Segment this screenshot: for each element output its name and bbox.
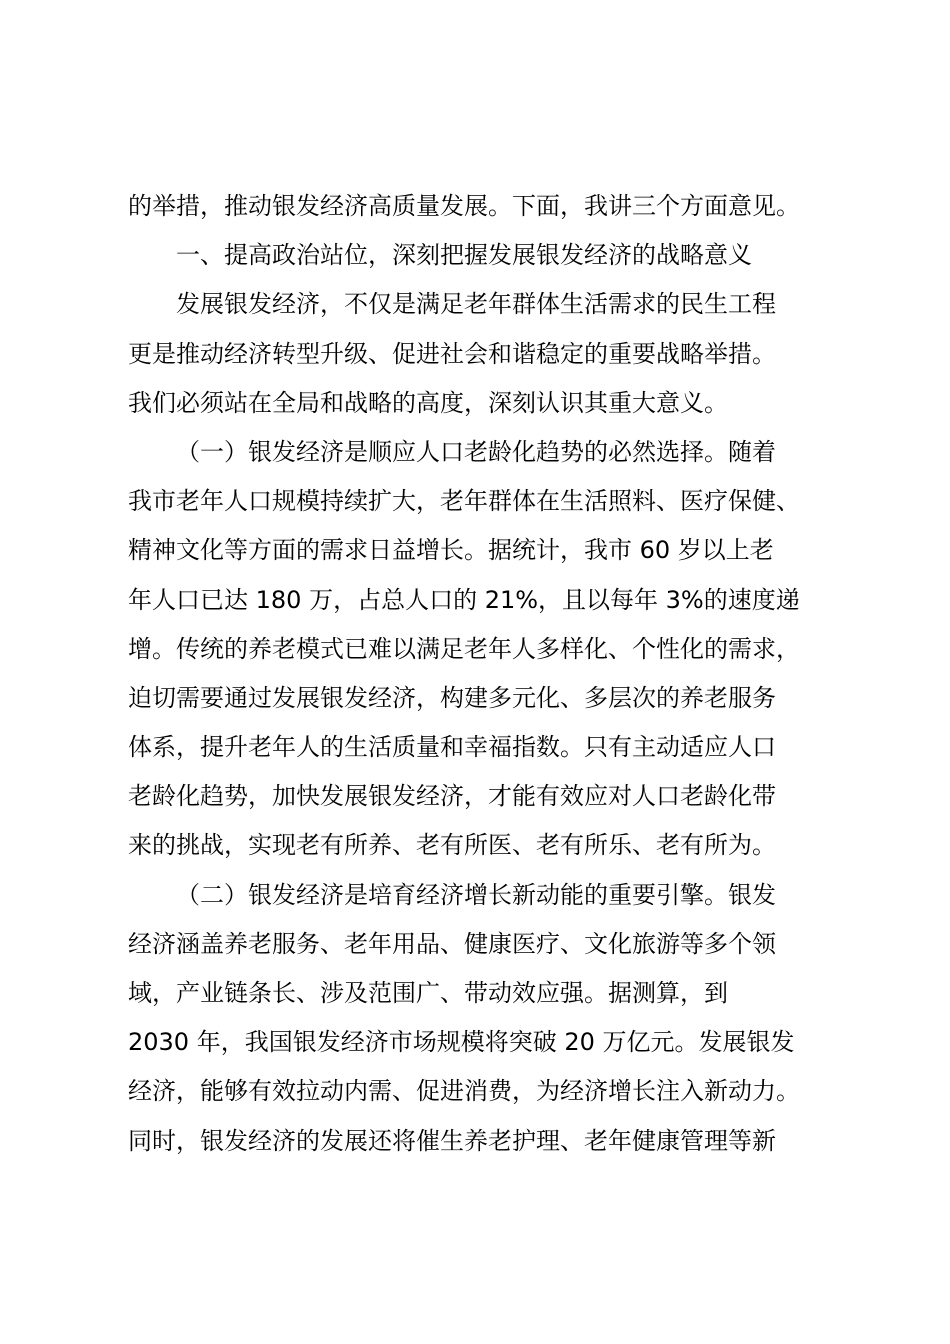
section-heading: 一、提高政治站位，深刻把握发展银发经济的战略意义 bbox=[176, 241, 752, 270]
text-line: 我们必须站在全局和战略的高度，深刻认识其重大意义。 bbox=[128, 388, 728, 417]
text-line: 迫切需要通过发展银发经济，构建多元化、多层次的养老服务 bbox=[128, 683, 776, 712]
text-line: 更是推动经济转型升级、促进社会和谐稳定的重要战略举措。 bbox=[128, 339, 776, 368]
text-line: 2030 年，我国银发经济市场规模将突破 20 万亿元。发展银发 bbox=[128, 1028, 795, 1057]
subsection-heading: （一）银发经济是顺应人口老龄化趋势的必然选择。随着 bbox=[176, 437, 776, 466]
text-line: 域，产业链条长、涉及范围广、带动效应强。据测算，到 bbox=[128, 979, 728, 1007]
text-line: 经济涵盖养老服务、老年用品、健康医疗、文化旅游等多个领 bbox=[128, 929, 776, 958]
text-line: 年人口已达 180 万，占总人口的 21%，且以每年 3%的速度递 bbox=[128, 585, 800, 614]
text-line: 增。传统的养老模式已难以满足老年人多样化、个性化的需求， bbox=[128, 634, 800, 663]
text-line: 精神文化等方面的需求日益增长。据统计，我市 60 岁以上老 bbox=[128, 536, 774, 565]
text-line: 经济，能够有效拉动内需、促进消费，为经济增长注入新动力。 bbox=[128, 1077, 800, 1106]
text-line: 同时，银发经济的发展还将催生养老护理、老年健康管理等新 bbox=[128, 1126, 776, 1155]
text-line: 老龄化趋势，加快发展银发经济，才能有效应对人口老龄化带 bbox=[128, 782, 776, 811]
text-line: 的举措，推动银发经济高质量发展。下面，我讲三个方面意见。 bbox=[128, 192, 800, 220]
subsection-heading: （二）银发经济是培育经济增长新动能的重要引擎。银发 bbox=[176, 880, 776, 909]
text-line: 我市老年人口规模持续扩大，老年群体在生活照料、医疗保健、 bbox=[128, 487, 800, 516]
document-body bbox=[128, 182, 858, 1166]
text-line: 来的挑战，实现老有所养、老有所医、老有所乐、老有所为。 bbox=[128, 831, 776, 860]
text-line: 发展银发经济，不仅是满足老年群体生活需求的民生工程 bbox=[176, 290, 776, 319]
text-line: 体系，提升老年人的生活质量和幸福指数。只有主动适应人口 bbox=[128, 733, 776, 762]
